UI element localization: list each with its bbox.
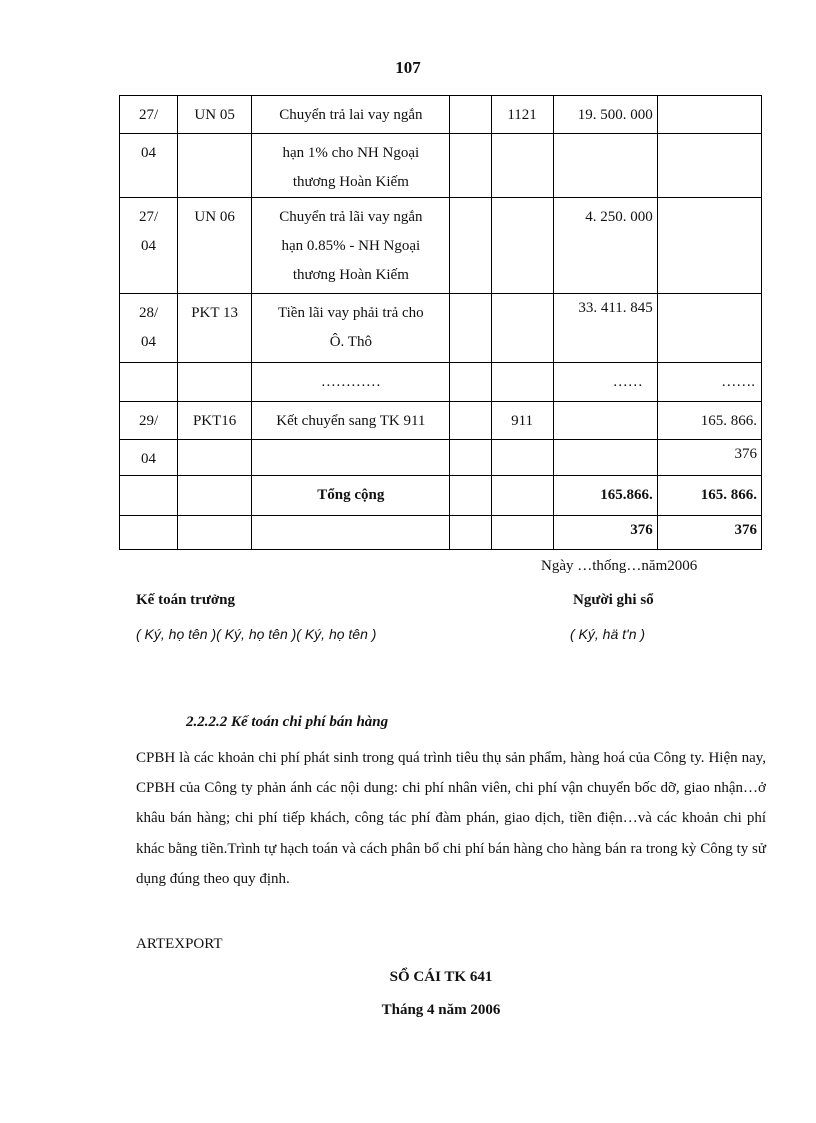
table-cell: PKT16 <box>178 402 252 440</box>
table-row <box>120 96 762 134</box>
table-row <box>120 198 762 294</box>
table-row <box>120 440 762 476</box>
table-cell: 19. 500. 000 <box>553 96 657 134</box>
table-cell <box>450 476 491 516</box>
table-cell <box>120 198 178 294</box>
table-cell: ……. <box>657 363 761 402</box>
table-cell <box>491 440 553 476</box>
table-cell: 29/ <box>120 402 178 440</box>
table-cell: 376 <box>657 440 761 476</box>
table-cell <box>450 363 491 402</box>
table-cell: ………… <box>252 363 450 402</box>
table-cell <box>657 96 761 134</box>
table-cell <box>178 363 252 402</box>
cell-line: 04 <box>141 238 157 254</box>
table-cell <box>120 516 178 550</box>
table-cell: 376 <box>657 516 761 550</box>
table-cell: …… <box>553 363 657 402</box>
table-cell: 4. 250. 000 <box>553 198 657 294</box>
table-cell <box>178 134 252 198</box>
cell-line: thương Hoàn Kiếm <box>292 174 409 190</box>
table-cell <box>553 440 657 476</box>
table-cell <box>178 516 252 550</box>
table-cell: 165.866. <box>553 476 657 516</box>
table-cell: 33. 411. 845 <box>553 294 657 363</box>
recorder-label: Người ghi sổ <box>573 592 654 608</box>
table-cell: 27/ <box>120 96 178 134</box>
page-number: 107 <box>395 58 421 77</box>
cell-line: hạn 1% cho NH Ngoại <box>282 145 420 161</box>
table-cell: 04 <box>120 440 178 476</box>
table-cell: UN 06 <box>178 198 252 294</box>
table-cell: 376 <box>553 516 657 550</box>
chief-accountant-signature-note: ( Ký, họ tên )( Ký, họ tên )( Ký, họ tên ) <box>136 626 377 642</box>
table-cell <box>491 294 553 363</box>
table-row <box>120 516 762 550</box>
table-cell: Kết chuyển sang TK 911 <box>252 402 450 440</box>
table-row <box>120 294 762 363</box>
table-cell <box>491 198 553 294</box>
table-cell <box>450 198 491 294</box>
table-total-label: Tổng cộng <box>252 476 450 516</box>
table-cell: 911 <box>491 402 553 440</box>
table-cell <box>450 294 491 363</box>
table-cell: Chuyển trả lai vay ngắn <box>252 96 450 134</box>
table-cell <box>450 96 491 134</box>
table-cell <box>553 402 657 440</box>
ledger-period: Tháng 4 năm 2006 <box>381 1002 501 1018</box>
ledger-table <box>119 95 762 550</box>
recorder-signature-note: ( Ký, hä t'n ) <box>570 626 646 642</box>
table-cell: UN 05 <box>178 96 252 134</box>
table-cell <box>553 134 657 198</box>
table-cell <box>450 516 491 550</box>
cell-line: 28/ <box>138 305 159 321</box>
table-cell <box>252 198 450 294</box>
company-name: ARTEXPORT <box>136 936 223 952</box>
table-cell: 165. 866. <box>657 402 761 440</box>
table-cell <box>178 440 252 476</box>
table-row <box>120 476 762 516</box>
table-cell <box>178 476 252 516</box>
cell-line: 27/ <box>138 209 159 225</box>
table-row <box>120 402 762 440</box>
cell-line: hạn 0.85% - NH Ngoại <box>281 238 421 254</box>
table-cell <box>252 516 450 550</box>
chief-accountant-label: Kế toán trưởng <box>136 592 235 608</box>
table-cell <box>657 198 761 294</box>
table-row <box>120 363 762 402</box>
table-cell: PKT 13 <box>178 294 252 363</box>
table-cell <box>252 294 450 363</box>
table-cell <box>491 363 553 402</box>
table-cell <box>657 294 761 363</box>
table-cell <box>450 440 491 476</box>
section-heading: 2.2.2.2 Kế toán chi phí bán hàng <box>186 714 389 730</box>
table-cell <box>120 294 178 363</box>
table-cell <box>450 402 491 440</box>
cell-line: Chuyển trả lãi vay ngắn <box>279 209 423 225</box>
table-row <box>120 134 762 198</box>
table-cell: 1121 <box>491 96 553 134</box>
table-cell <box>450 134 491 198</box>
ledger-title: SỔ CÁI TK 641 <box>389 969 493 985</box>
table-cell <box>657 134 761 198</box>
cell-line: Tiền lãi vay phải trả cho <box>278 305 424 321</box>
body-paragraph: CPBH là các khoản chi phí phát sinh trong quá trình tiêu thụ sản phẩm, hàng hoá của Công ty. Hiện nay, CPBH của Công ty phản ánh các nội dung: chi phí nhân viên, chi phí vận chuyển bốc dỡ, giao nhận…ở khâu bán hàng; chi phí tiếp khách, công tác phí đàm phán, giao dịch, tiền điện…và các khoản chi phí khác bằng tiền.Trình tự hạch toán và cách phân bổ chi phí bán hàng cho hàng bán ra trong kỳ Công ty sử dụng đúng theo quy định. <box>136 750 766 887</box>
table-cell <box>491 134 553 198</box>
date-line: Ngày …thống…năm2006 <box>541 558 698 574</box>
cell-line: Ô. Thô <box>329 334 372 350</box>
cell-line: thương Hoàn Kiếm <box>292 267 409 283</box>
table-cell <box>252 134 450 198</box>
table-cell <box>491 516 553 550</box>
table-cell <box>252 440 450 476</box>
cell-line: 04 <box>141 334 157 350</box>
table-cell <box>491 476 553 516</box>
table-cell <box>120 476 178 516</box>
table-cell: 04 <box>120 134 178 198</box>
table-cell <box>120 363 178 402</box>
table-cell: 165. 866. <box>657 476 761 516</box>
